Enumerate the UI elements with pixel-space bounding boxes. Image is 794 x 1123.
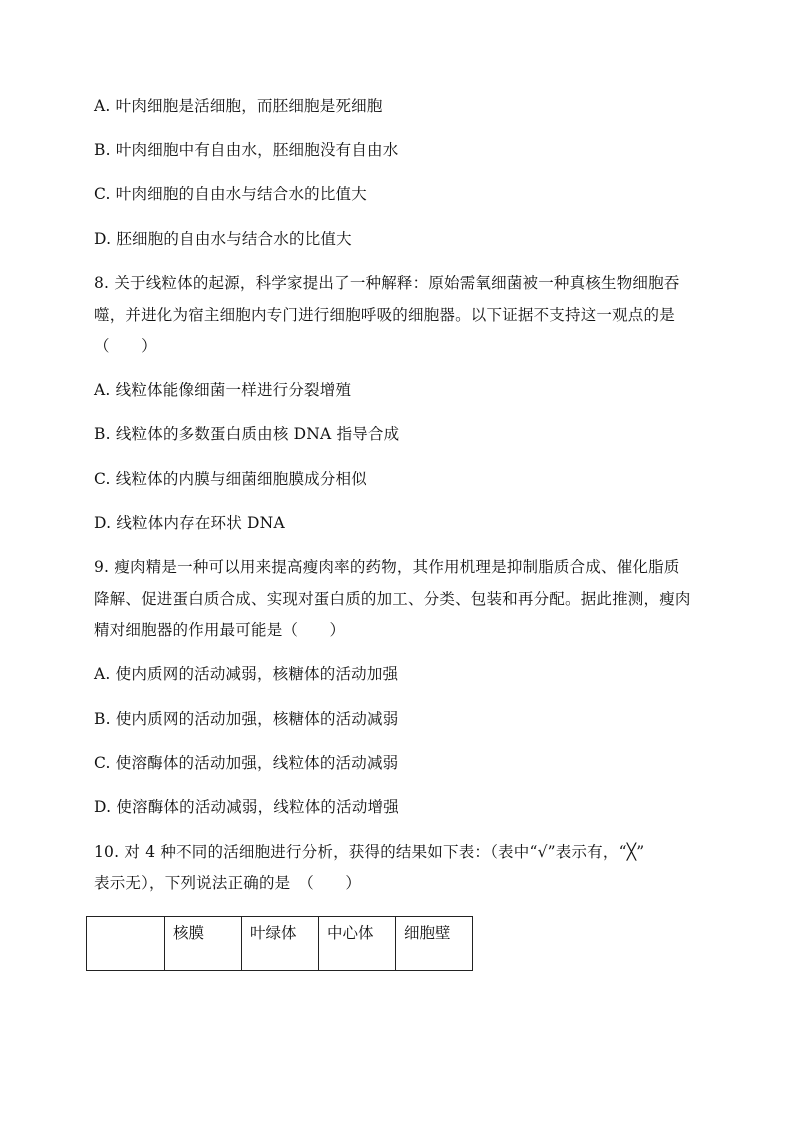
- q8-stem-line-1: 8. 关于线粒体的起源，科学家提出了一种解释：原始需氧细菌被一种真核生物细胞吞: [94, 274, 680, 292]
- q7-option-b: B. 叶肉细胞中有自由水，胚细胞没有自由水: [94, 141, 399, 159]
- q9-stem-line-1: 9. 瘦肉精是一种可以用来提高瘦肉率的药物，其作用机理是抑制脂质合成、催化脂质: [94, 558, 680, 576]
- table-header-cell-nuclear-membrane: 核膜: [165, 917, 242, 971]
- q9-option-a: A. 使内质网的活动减弱，核糖体的活动加强: [94, 665, 399, 683]
- q7-option-c: C. 叶肉细胞的自由水与结合水的比值大: [94, 185, 367, 203]
- q8-option-b: B. 线粒体的多数蛋白质由核 DNA 指导合成: [94, 425, 400, 443]
- q8-stem-line-3: （ ）: [94, 337, 157, 355]
- table-header-cell-centrosome: 中心体: [319, 917, 396, 971]
- table-header-cell-chloroplast: 叶绿体: [242, 917, 319, 971]
- table-header-cell-cell-wall: 细胞壁: [396, 917, 473, 971]
- table-header-cell-blank: [87, 917, 165, 971]
- q7-option-d: D. 胚细胞的自由水与结合水的比值大: [94, 230, 352, 248]
- cell-structure-table: [86, 916, 473, 971]
- q10-stem-line-1: 10. 对 4 种不同的活细胞进行分析，获得的结果如下表：（表中“√”表示有，“╳”: [94, 843, 645, 861]
- q8-stem-line-2: 噬，并进化为宿主细胞内专门进行细胞呼吸的细胞器。以下证据不支持这一观点的是: [94, 306, 675, 324]
- q9-option-b: B. 使内质网的活动加强，核糖体的活动减弱: [94, 710, 399, 728]
- q10-stem-line-2: 表示无），下列说法正确的是 （ ）: [94, 874, 362, 892]
- q8-option-d: D. 线粒体内存在环状 DNA: [94, 514, 285, 532]
- q8-option-a: A. 线粒体能像细菌一样进行分裂增殖: [94, 381, 352, 399]
- table-header-row: [87, 917, 473, 971]
- q9-stem-line-3: 精对细胞器的作用最可能是（ ）: [94, 621, 346, 639]
- q9-option-d: D. 使溶酶体的活动减弱，线粒体的活动增强: [94, 798, 399, 816]
- q7-option-a: A. 叶肉细胞是活细胞，而胚细胞是死细胞: [94, 97, 383, 115]
- q9-option-c: C. 使溶酶体的活动加强，线粒体的活动减弱: [94, 754, 399, 772]
- q9-stem-line-2: 降解、促进蛋白质合成、实现对蛋白质的加工、分类、包装和再分配。据此推测，瘦肉: [94, 590, 691, 608]
- q8-option-c: C. 线粒体的内膜与细菌细胞膜成分相似: [94, 470, 367, 488]
